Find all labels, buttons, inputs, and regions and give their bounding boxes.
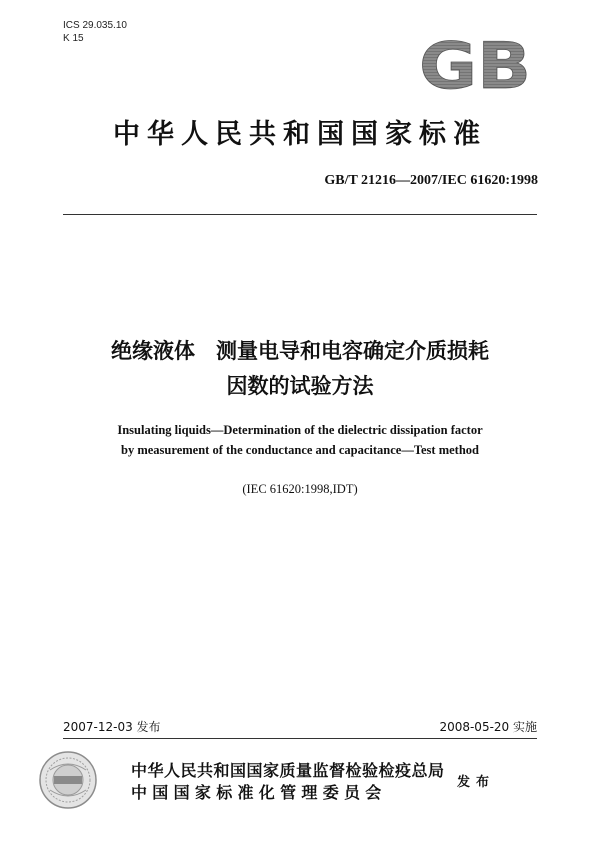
implementation-date: 2008-05-20 实施 bbox=[439, 720, 537, 734]
issuer-sac: 中国国家标准化管理委员会 bbox=[131, 783, 387, 802]
ccs-code: K 15 bbox=[63, 33, 84, 44]
gb-logo-text: GB bbox=[419, 36, 531, 92]
chinese-title-line-2: 因数的试验方法 bbox=[226, 374, 374, 398]
issue-date: 2007-12-03 发布 bbox=[63, 720, 161, 734]
publish-label: 发布 bbox=[457, 775, 496, 790]
iec-equivalence: (IEC 61620:1998,IDT) bbox=[242, 482, 358, 496]
chinese-title-line-1: 绝缘液体 测量电导和电容确定介质损耗 bbox=[111, 339, 489, 363]
gb-logo bbox=[415, 36, 535, 92]
ics-code: ICS 29.035.10 bbox=[63, 20, 127, 31]
bottom-divider bbox=[63, 738, 537, 739]
english-title-line-1: Insulating liquids—Determination of the dielectric dissipation factor bbox=[117, 423, 483, 437]
issuer-aqsiq: 中华人民共和国国家质量监督检验检疫总局 bbox=[131, 761, 445, 780]
anti-counterfeit-seal-icon bbox=[38, 750, 98, 810]
standard-type-title: 中华人民共和国国家标准 bbox=[113, 119, 487, 150]
standard-number: GB/T 21216—2007/IEC 61620:1998 bbox=[324, 173, 538, 188]
top-divider bbox=[63, 214, 537, 215]
english-title-line-2: by measurement of the conductance and capacitance—Test method bbox=[121, 443, 479, 457]
